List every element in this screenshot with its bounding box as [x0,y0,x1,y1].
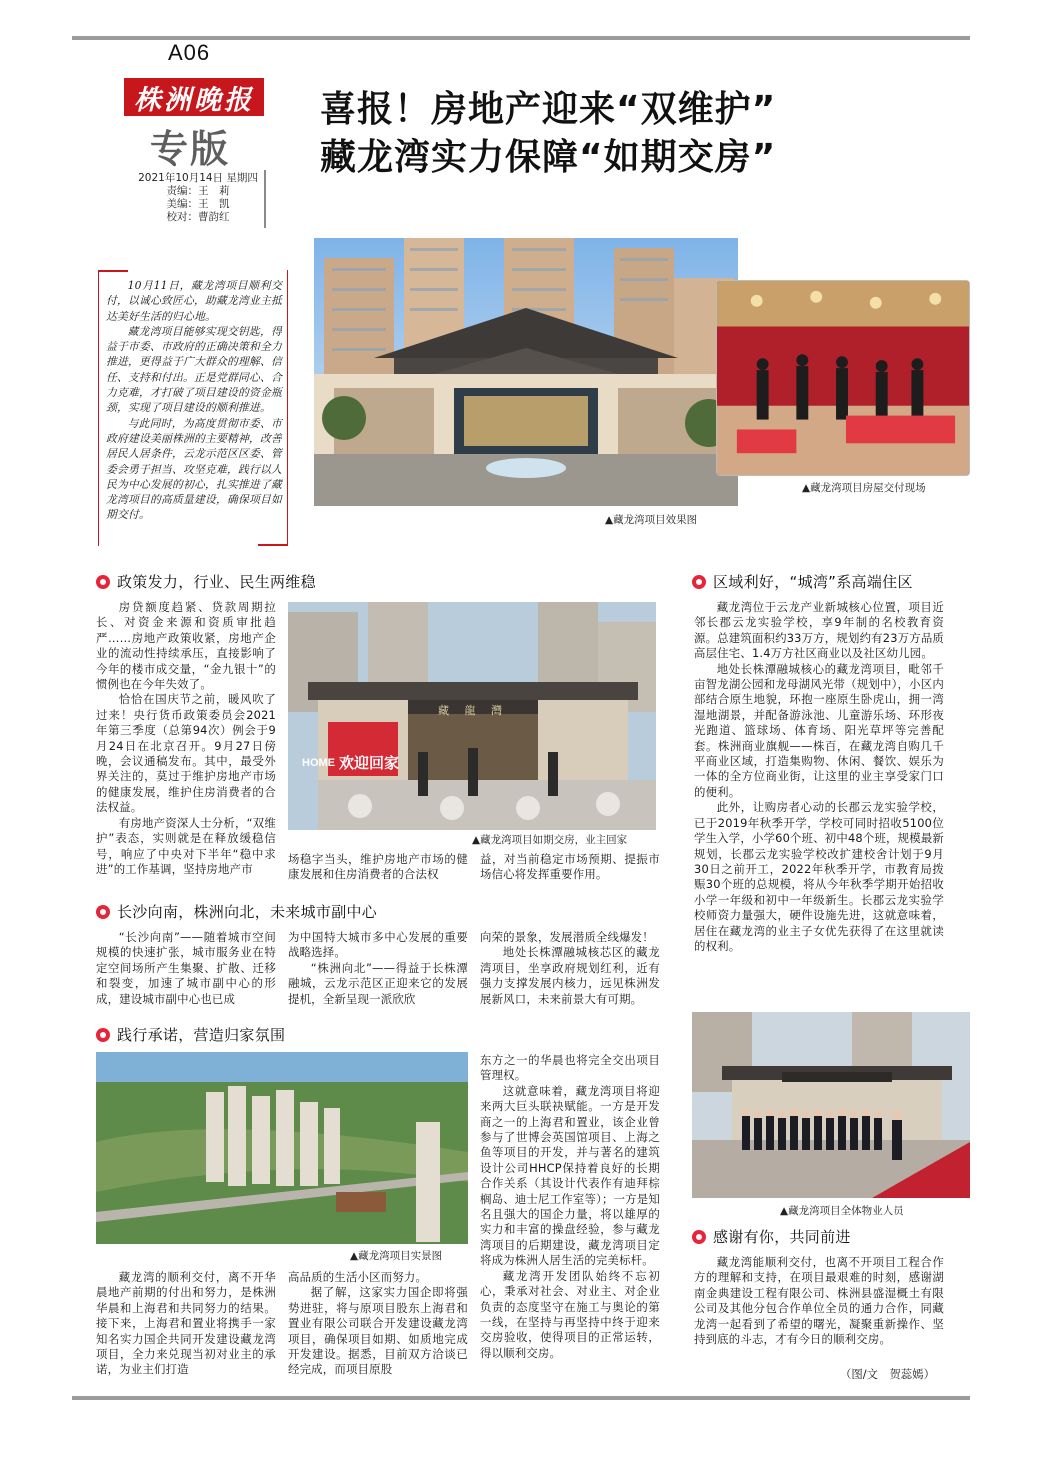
proof-line: 校对：曹韵红 [166,211,230,223]
paragraph: 地处长株潭融城核芯区的藏龙湾项目，坐享政府规划红利，近有强力支撑发展内核力，远见株洲发展新风口，未来前景大有可期。 [480,945,660,1006]
handover-caption: ▲藏龙湾项目房屋交付现场 [802,482,926,494]
intro-paragraph: 藏龙湾项目能够实现交钥匙，得益于市委、市政府的正确决策和全力推进，更得益于广大群众的理解、信任、支持和付出。正是党群同心、合力克难，才打破了项目建设的资金瓶颈，实现了项目建设的顺利推进。 [106,324,282,415]
section-title-thanks [692,1226,851,1247]
render-caption: ▲藏龙湾项目效果图 [605,514,698,526]
paragraph: 藏龙湾能顺利交付，也离不开项目工程合作方的理解和支持，在项目最艰难的时刻，感谢湖南金典建设工程有限公司、株洲县盛湿概土有限公司及其他分包合作单位全员的通力合作，同藏龙湾一起看到了希望的曙光，凝聚重新操作、坚持到底的斗志，才有今日的顺利交房。 [694,1255,944,1347]
bullet-icon [96,905,110,919]
welcome-banner-text [302,752,399,773]
paragraph: 藏龙湾位于云龙产业新城核心位置，项目近邻长郡云龙实验学校，享9年制的名校教育资源。总建筑面积约33万方，规划约有23万方品质高层住宅、1.4万方社区商业以及社区幼儿园。 [694,600,945,661]
gate-caption: ▲藏龙湾项目如期交房，业主回家 [472,834,628,846]
paragraph: 有房地产资深人士分析，“双维护”表态，实则就是在释放缓稳信号，响应了中央对下半年“稳中求进”的工作基调，坚持房地产市 [96,815,276,876]
bullet-icon [692,1230,706,1244]
section-title-text: 区域利好，“城湾”系高端住区 [713,573,913,591]
gate-sign-text: 藏 龍 灣 [438,704,508,717]
render-photo [314,238,738,506]
section-title-city [96,901,377,922]
paragraph: 房贷额度趋紧、贷款周期拉长、对资金来源和资质审批趋严……房地产政策收紧，房地产企业的流动性持续承压，直接影响了今年的楼市成交量，“金九银十”的惯例也在今年失效了。 [96,600,276,692]
headline-line1: 喜报！房地产迎来“双维护” [320,89,777,130]
paragraph: 高品质的生活小区而努力。 [288,1270,428,1284]
aerial-caption: ▲藏龙湾项目实景图 [350,1250,443,1262]
bullet-icon [96,575,110,589]
section-title-promise [96,1024,285,1045]
intro-text [106,278,282,523]
policy-col1 [96,600,276,877]
bullet-icon [692,575,706,589]
section-title-text: 长沙向南，株洲向北，未来城市副中心 [117,903,378,921]
paragraph: 地处长株潭融城核心的藏龙湾项目，毗邻千亩智龙湖公园和龙母湖风光带（规划中），小区内部结合原生地貌，环抱一座原生卧虎山，拥一湾湿地湖景，并配备游泳池、儿童游乐场、环形夜光跑道、篮球场、体育场、阳光草坪等完善配套。株洲商业旗舰——株百，在藏龙湾自购几千平商业区域，打造集购物、休闲、餐饮、娱乐为一体的全方位商业街，让这里的业主享受家门口的便利。 [694,661,944,799]
banner-welcome: 欢迎回家 [339,754,400,772]
handover-photo [716,280,970,476]
paragraph: 藏龙湾开发团队始终不忘初心，秉承对社会、对业主、对企业负责的态度坚守在施工与奥论的第一线，在坚持与再坚持中终于迎来交房验收，使得项目的正常运转，得以顺利交房。 [480,1268,660,1360]
masthead-logo [124,78,264,116]
thanks-text [694,1255,944,1347]
section-title-policy [96,571,316,592]
paragraph: 恰恰在国庆节之前，暖风吹了过来！央行货币政策委员会2021年第三季度（总第94次）例会于9月24日在北京召开。9月27日傍晚，会议通稿发布。其中，最受外界关注的，莫过于维护房地产市场的健康发展，维护住房消费者的合法权益。 [96,692,276,815]
policy-col2: 场稳字当头，维护房地产市场的健康发展和住房消费者的合法权 [288,852,468,882]
paragraph: 向荣的景象，发展潜质全线爆发！ [480,930,654,944]
art-editor-line: 美编：王 凯 [166,198,230,210]
promise-col1 [96,1270,276,1378]
intro-corner-br [258,544,288,546]
staff-caption: ▲藏龙湾项目全体物业人员 [780,1205,904,1217]
city-col2 [288,930,468,1007]
masthead-text: 株洲晚报 [134,84,254,116]
paragraph: 据了解，这家实力国企即将强势进驻，将与原项目股东上海君和置业有限公司联合开发建设藏龙湾项目，确保项目如期、如质地完成开发建设。据悉，目前双方洽谈已经完成，而项目原股 [288,1285,468,1377]
paragraph: 这就意味着，藏龙湾项目将迎来两大巨头联袂赋能。一方是开发商之一的上海君和置业，该企业曾参与了世博会英国馆项目、上海之鱼等项目的开发，并与著名的建筑设计公司HHCP保持着良好的长期合作关系（其设计代表作有迪拜棕榈岛、迪士尼工作室等）；一方是知名且强大的国企力量，将以雄厚的实力和丰富的操盘经验，参与藏龙湾项目的后期建设，藏龙湾项目定将成为株洲人居生活的完美标杆。 [480,1083,660,1268]
paragraph: 东方之一的华晨也将完全交出项目管理权。 [480,1053,660,1083]
city-col3 [480,930,660,1007]
bottom-rule [72,1396,970,1400]
intro-paragraph: 与此同时，为高度贯彻市委、市政府建设美丽株洲的主要精神，改善居民人居条件，云龙示范区区委、管委会勇于担当、攻坚克难，践行以人民为中心发展的初心，扎实推进了藏龙湾项目的高质量建设，确保项目如期交付。 [106,416,282,522]
region-text [694,600,944,954]
paragraph: “长沙向南”——随着城市空间规模的快速扩张，城市服务业在特定空间场所产生集聚、扩散、迁移和裂变，加速了城市副中心的形成，建设城市副中心也已成 [96,930,276,1006]
headline [320,86,776,182]
section-title-region [692,571,913,592]
intro-corner-tl [98,270,128,272]
aerial-photo [96,1052,468,1244]
page-number: A06 [168,40,211,65]
byline: （图/文 贺蕊嫣） [840,1367,935,1381]
section-title-text: 政策发力，行业、民生两维稳 [117,573,316,591]
gate-photo [288,602,656,830]
section-title-text: 践行承诺，营造归家氛围 [117,1026,286,1044]
section-title-text: 感谢有你，共同前进 [713,1228,851,1246]
date-line: 2021年10月14日 星期四 [138,172,258,184]
banner-home: HOME [302,756,335,769]
promise-col2 [288,1270,468,1378]
paragraph: 为中国特大城市多中心发展的重要战略选择。 [288,930,468,960]
vertical-rule [264,170,266,228]
editor-line: 责编：王 莉 [166,185,230,197]
bullet-icon [96,1028,110,1042]
paragraph: “株洲向北”——得益于长株潭融城，云龙示范区正迎来它的发展提机，全新呈现一派欣欣 [288,960,468,1006]
date-info [133,172,263,224]
policy-col3: 益，对当前稳定市场预期、提振市场信心将发挥重要作用。 [480,852,660,882]
section-label: 专版 [150,126,231,171]
paragraph: 藏龙湾的顺利交付，离不开华晨地产前期的付出和努力，是株洲华晨和上海君和共同努力的结果。接下来，上海君和置业将携手一家知名实力国企共同开发建设藏龙湾项目，全力来兑现当初对业主的承诺，为业主们打造 [96,1270,276,1377]
city-col1 [96,930,276,1007]
staff-photo [692,1012,970,1198]
paragraph: 此外，让购房者心动的长郡云龙实验学校，已于2019年秋季开学，学校可同时招收5100位学生入学，小学60个班、初中48个班，规模最新规划，长郡云龙实验学校改扩建校舍计划于9月30日之前开工，2022年秋季开学，市教育局拨赈30个班的总规模，将从今年秋季学期开始招收小学一年级和初中一年级新生。长郡云龙实验学校师资力量强大，硬件设施先进，这就意味着，居住在藏龙湾的业主子女优先获得了在这里就读的权利。 [694,800,945,953]
intro-paragraph: 10月11日，藏龙湾项目顺利交付，以诚心致匠心，助藏龙湾业主抵达美好生活的归心地。 [106,279,282,323]
promise-col3 [480,1053,660,1361]
headline-line2: 藏龙湾实力保障“如期交房” [320,137,777,178]
